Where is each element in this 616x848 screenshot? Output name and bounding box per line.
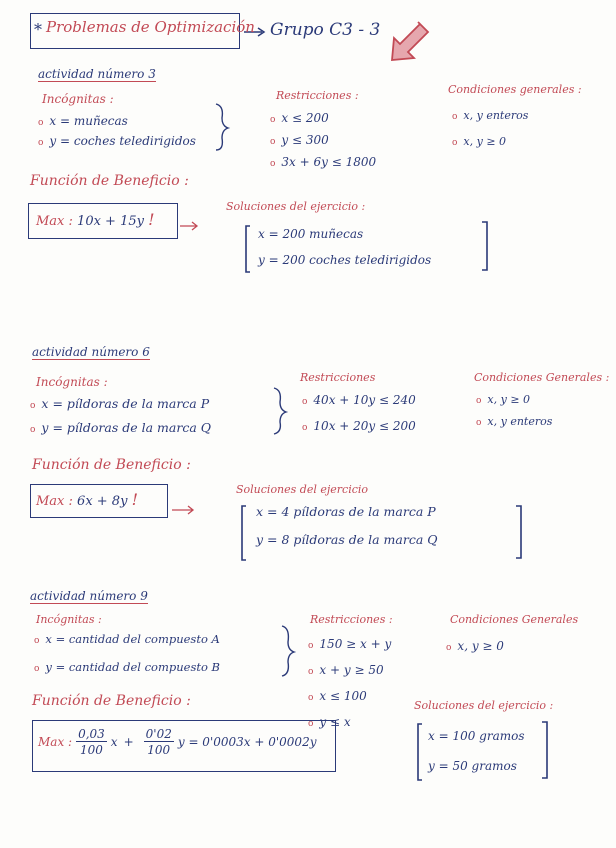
brace-right <box>282 626 294 676</box>
act6-incognita-1: o x = píldoras de la marca P <box>30 396 210 411</box>
act6-solucion-1: x = 4 píldoras de la marca P <box>256 504 436 519</box>
act3-restriccion-3: o 3x + 6y ≤ 1800 <box>270 155 377 169</box>
act3-restriccion-1: o x ≤ 200 <box>270 111 329 125</box>
act9-restricciones-label: Restricciones : <box>310 613 393 626</box>
act3-incognitas-label: Incógnitas : <box>42 92 114 106</box>
act6-incognitas-label: Incógnitas : <box>36 375 108 389</box>
act9-funcion-beneficio-label: Función de Beneficio : <box>32 693 191 709</box>
arrow-to-solutions <box>172 506 193 514</box>
act3-funcion-beneficio-label: Función de Beneficio : <box>30 173 189 189</box>
bracket-left <box>246 226 250 272</box>
act6-solucion-2: y = 8 píldoras de la marca Q <box>256 532 438 547</box>
act6-funcion-beneficio-label: Función de Beneficio : <box>32 457 191 473</box>
activity-3-title: actividad número 3 <box>38 67 156 81</box>
bracket-right <box>482 222 487 270</box>
act3-restricciones-label: Restricciones : <box>276 89 359 102</box>
title-asterisk: * <box>34 20 42 39</box>
act9-incognita-1: o x = cantidad del compuesto A <box>34 632 220 646</box>
act9-restriccion-3: o x ≤ 100 <box>308 689 367 703</box>
act3-incognita-1: o x = muñecas <box>38 114 128 128</box>
act3-solucion-1: x = 200 muñecas <box>258 227 364 241</box>
act9-condiciones-label: Condiciones Generales <box>450 613 579 626</box>
act3-solucion-2: y = 200 coches teledirigidos <box>258 253 432 267</box>
act6-condicion-2: o x, y enteros <box>476 415 553 428</box>
act9-max-formula: Max : $\frac{0,03}{100}$ x + $\frac{0'02}{100}$ y = 0'0003x + 0'0002y <box>38 727 317 757</box>
act9-restriccion-2: o x + y ≥ 50 <box>308 663 384 677</box>
act3-max-formula: Max : 10x + 15y ! <box>36 210 155 229</box>
act9-condicion-1: o x, y ≥ 0 <box>446 639 504 653</box>
act3-restriccion-2: o y ≤ 300 <box>270 133 329 147</box>
brace-right <box>216 104 228 150</box>
act3-soluciones-label: Soluciones del ejercicio : <box>226 200 366 213</box>
act3-incognita-2: o y = coches teledirigidos <box>38 134 196 148</box>
bracket-left <box>418 724 422 780</box>
act6-restricciones-label: Restricciones <box>300 371 376 384</box>
red-arrow-icon <box>392 22 428 60</box>
act3-condicion-2: o x, y ≥ 0 <box>452 135 507 148</box>
act9-soluciones-label: Soluciones del ejercicio : <box>414 699 554 712</box>
group-label: Grupo C3 - 3 <box>270 20 381 40</box>
arrow-to-solutions <box>180 222 197 230</box>
act3-condiciones-label: Condiciones generales : <box>448 83 582 96</box>
act9-solucion-1: x = 100 gramos <box>428 729 525 743</box>
page-title: Problemas de Optimización <box>46 18 255 36</box>
act9-solucion-2: y = 50 gramos <box>428 759 517 773</box>
act9-incognita-2: o y = cantidad del compuesto B <box>34 660 220 674</box>
act6-max-formula: Max : 6x + 8y ! <box>36 490 138 509</box>
act6-incognita-2: o y = píldoras de la marca Q <box>30 420 211 435</box>
act6-condicion-1: o x, y ≥ 0 <box>476 393 531 406</box>
act3-condicion-1: o x, y enteros <box>452 109 529 122</box>
act9-restriccion-1: o 150 ≥ x + y <box>308 637 392 651</box>
act9-restriccion-4: o y ≤ x <box>308 715 351 729</box>
act6-restriccion-2: o 10x + 20y ≤ 200 <box>302 419 416 433</box>
fraction-1: $\frac{0,03}{100}$ <box>78 727 105 757</box>
activity-6-title: actividad número 6 <box>32 345 150 359</box>
act9-incognitas-label: Incógnitas : <box>36 613 102 626</box>
fraction-2: $\frac{0'02}{100}$ <box>145 727 172 757</box>
act6-soluciones-label: Soluciones del ejercicio <box>236 483 369 496</box>
bracket-right <box>516 506 521 558</box>
brace-right <box>274 388 286 434</box>
act6-restriccion-1: o 40x + 10y ≤ 240 <box>302 393 416 407</box>
activity-9-title: actividad número 9 <box>30 589 148 603</box>
bracket-right <box>542 722 547 778</box>
bracket-left <box>242 506 246 560</box>
act6-condiciones-label: Condiciones Generales : <box>474 371 610 384</box>
